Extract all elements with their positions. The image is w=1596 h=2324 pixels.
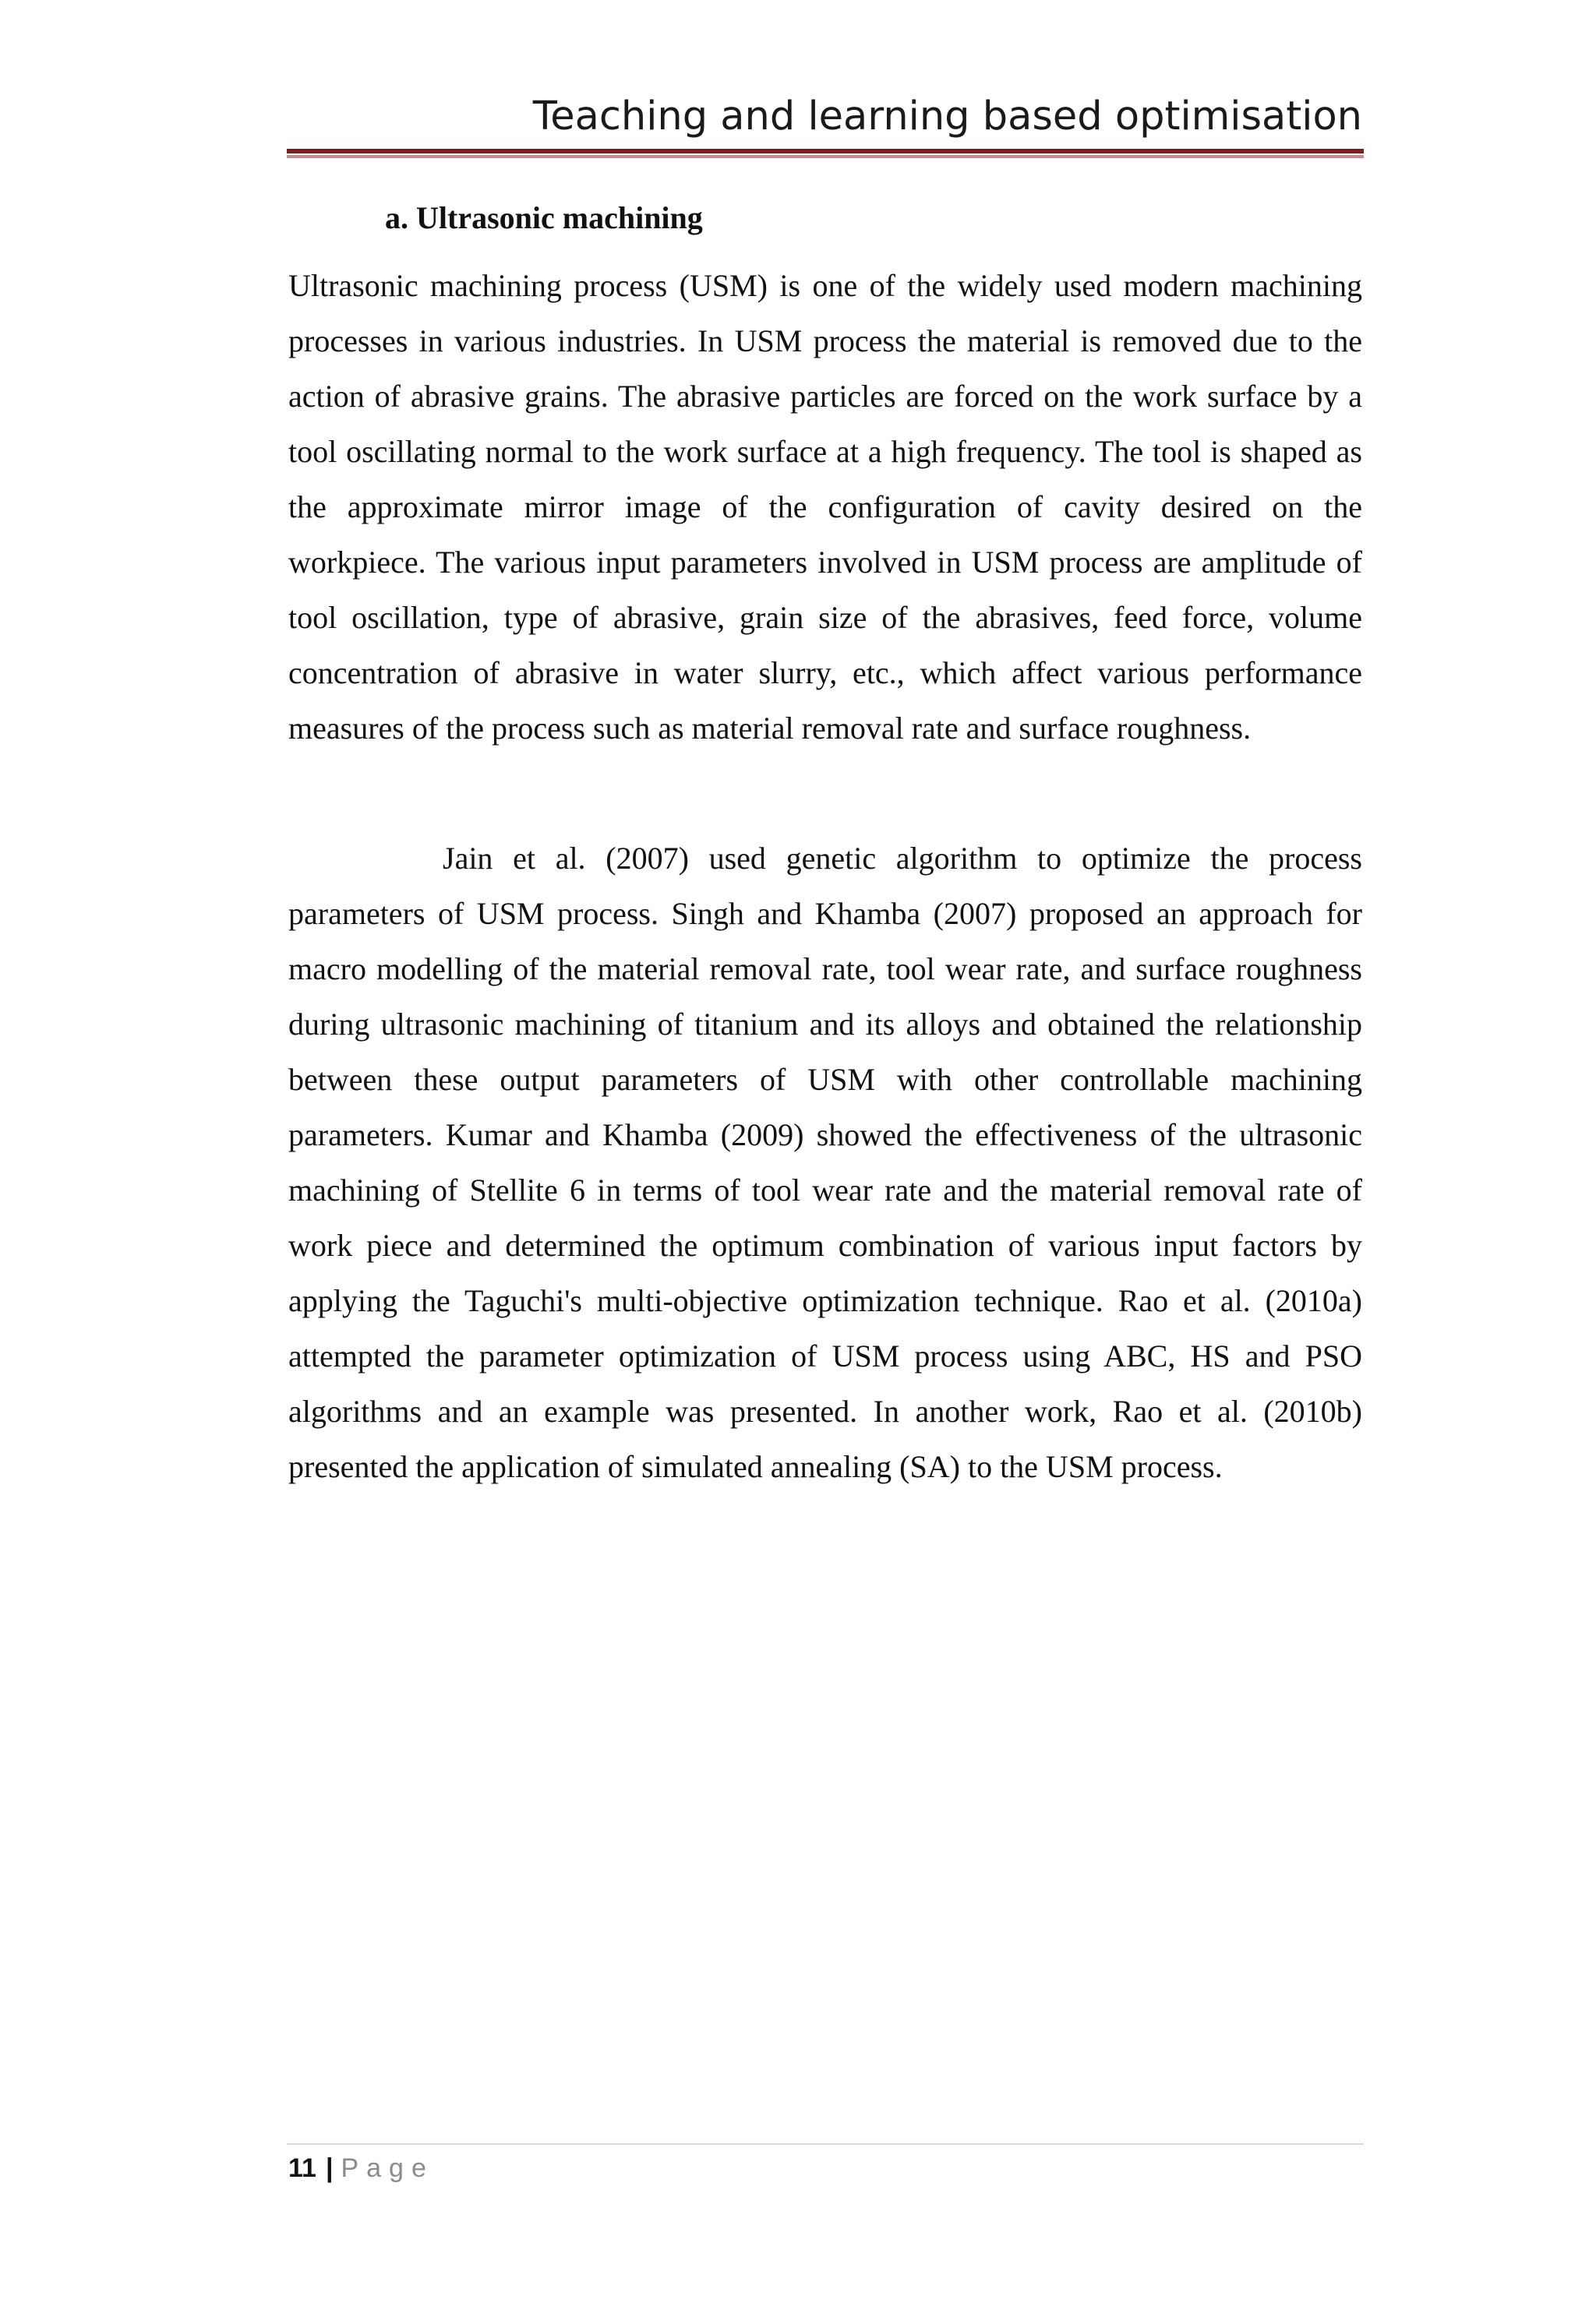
section-heading: a. Ultrasonic machining	[385, 200, 703, 235]
header-rule-light	[287, 155, 1364, 158]
page-footer	[288, 2149, 434, 2188]
page-label: Page	[341, 2153, 434, 2183]
page-number: 11	[288, 2153, 316, 2183]
paragraph-usm-intro: Ultrasonic machining process (USM) is one of the widely used modern machining processes in various industries. In USM process the material is removed due to the action of abrasive grains. The abrasive particles are forced on the work surface by a tool oscillating normal to the work surface at a high frequency. The tool is shaped as the approximate mirror image of the configuration of cavity desired on the workpiece. The various input parameters involved in USM process are amplitude of tool oscillation, type of abrasive, grain size of the abrasives, feed force, volume concentration of abrasive in water slurry, etc., which affect various performance measures of the process such as material removal rate and surface roughness.	[288, 268, 1362, 746]
running-header-title: Teaching and learning based optimisation	[532, 93, 1362, 139]
paragraph-literature-review: Jain et al. (2007) used genetic algorithm to optimize the process parameters of USM process. Singh and Khamba (2007) proposed an approach for macro modelling of the material removal rate, tool wear rate, and surface roughness during ultrasonic machining of titanium and its alloys and obtained the relationship between these output parameters of USM with other controllable machining parameters. Kumar and Khamba (2009) showed the effectiveness of the ultrasonic machining of Stellite 6 in terms of tool wear rate and the material removal rate of work piece and determined the optimum combination of various input factors by applying the Taguchi's multi-objective optimization technique. Rao et al. (2010a) attempted the parameter optimization of USM process using ABC, HS and PSO algorithms and an example was presented. In another work, Rao et al. (2010b) presented the application of simulated annealing (SA) to the USM process.	[288, 841, 1362, 1484]
header-rule-dark	[287, 149, 1364, 153]
footer-rule	[287, 2143, 1364, 2145]
footer-separator: |	[325, 2153, 334, 2183]
